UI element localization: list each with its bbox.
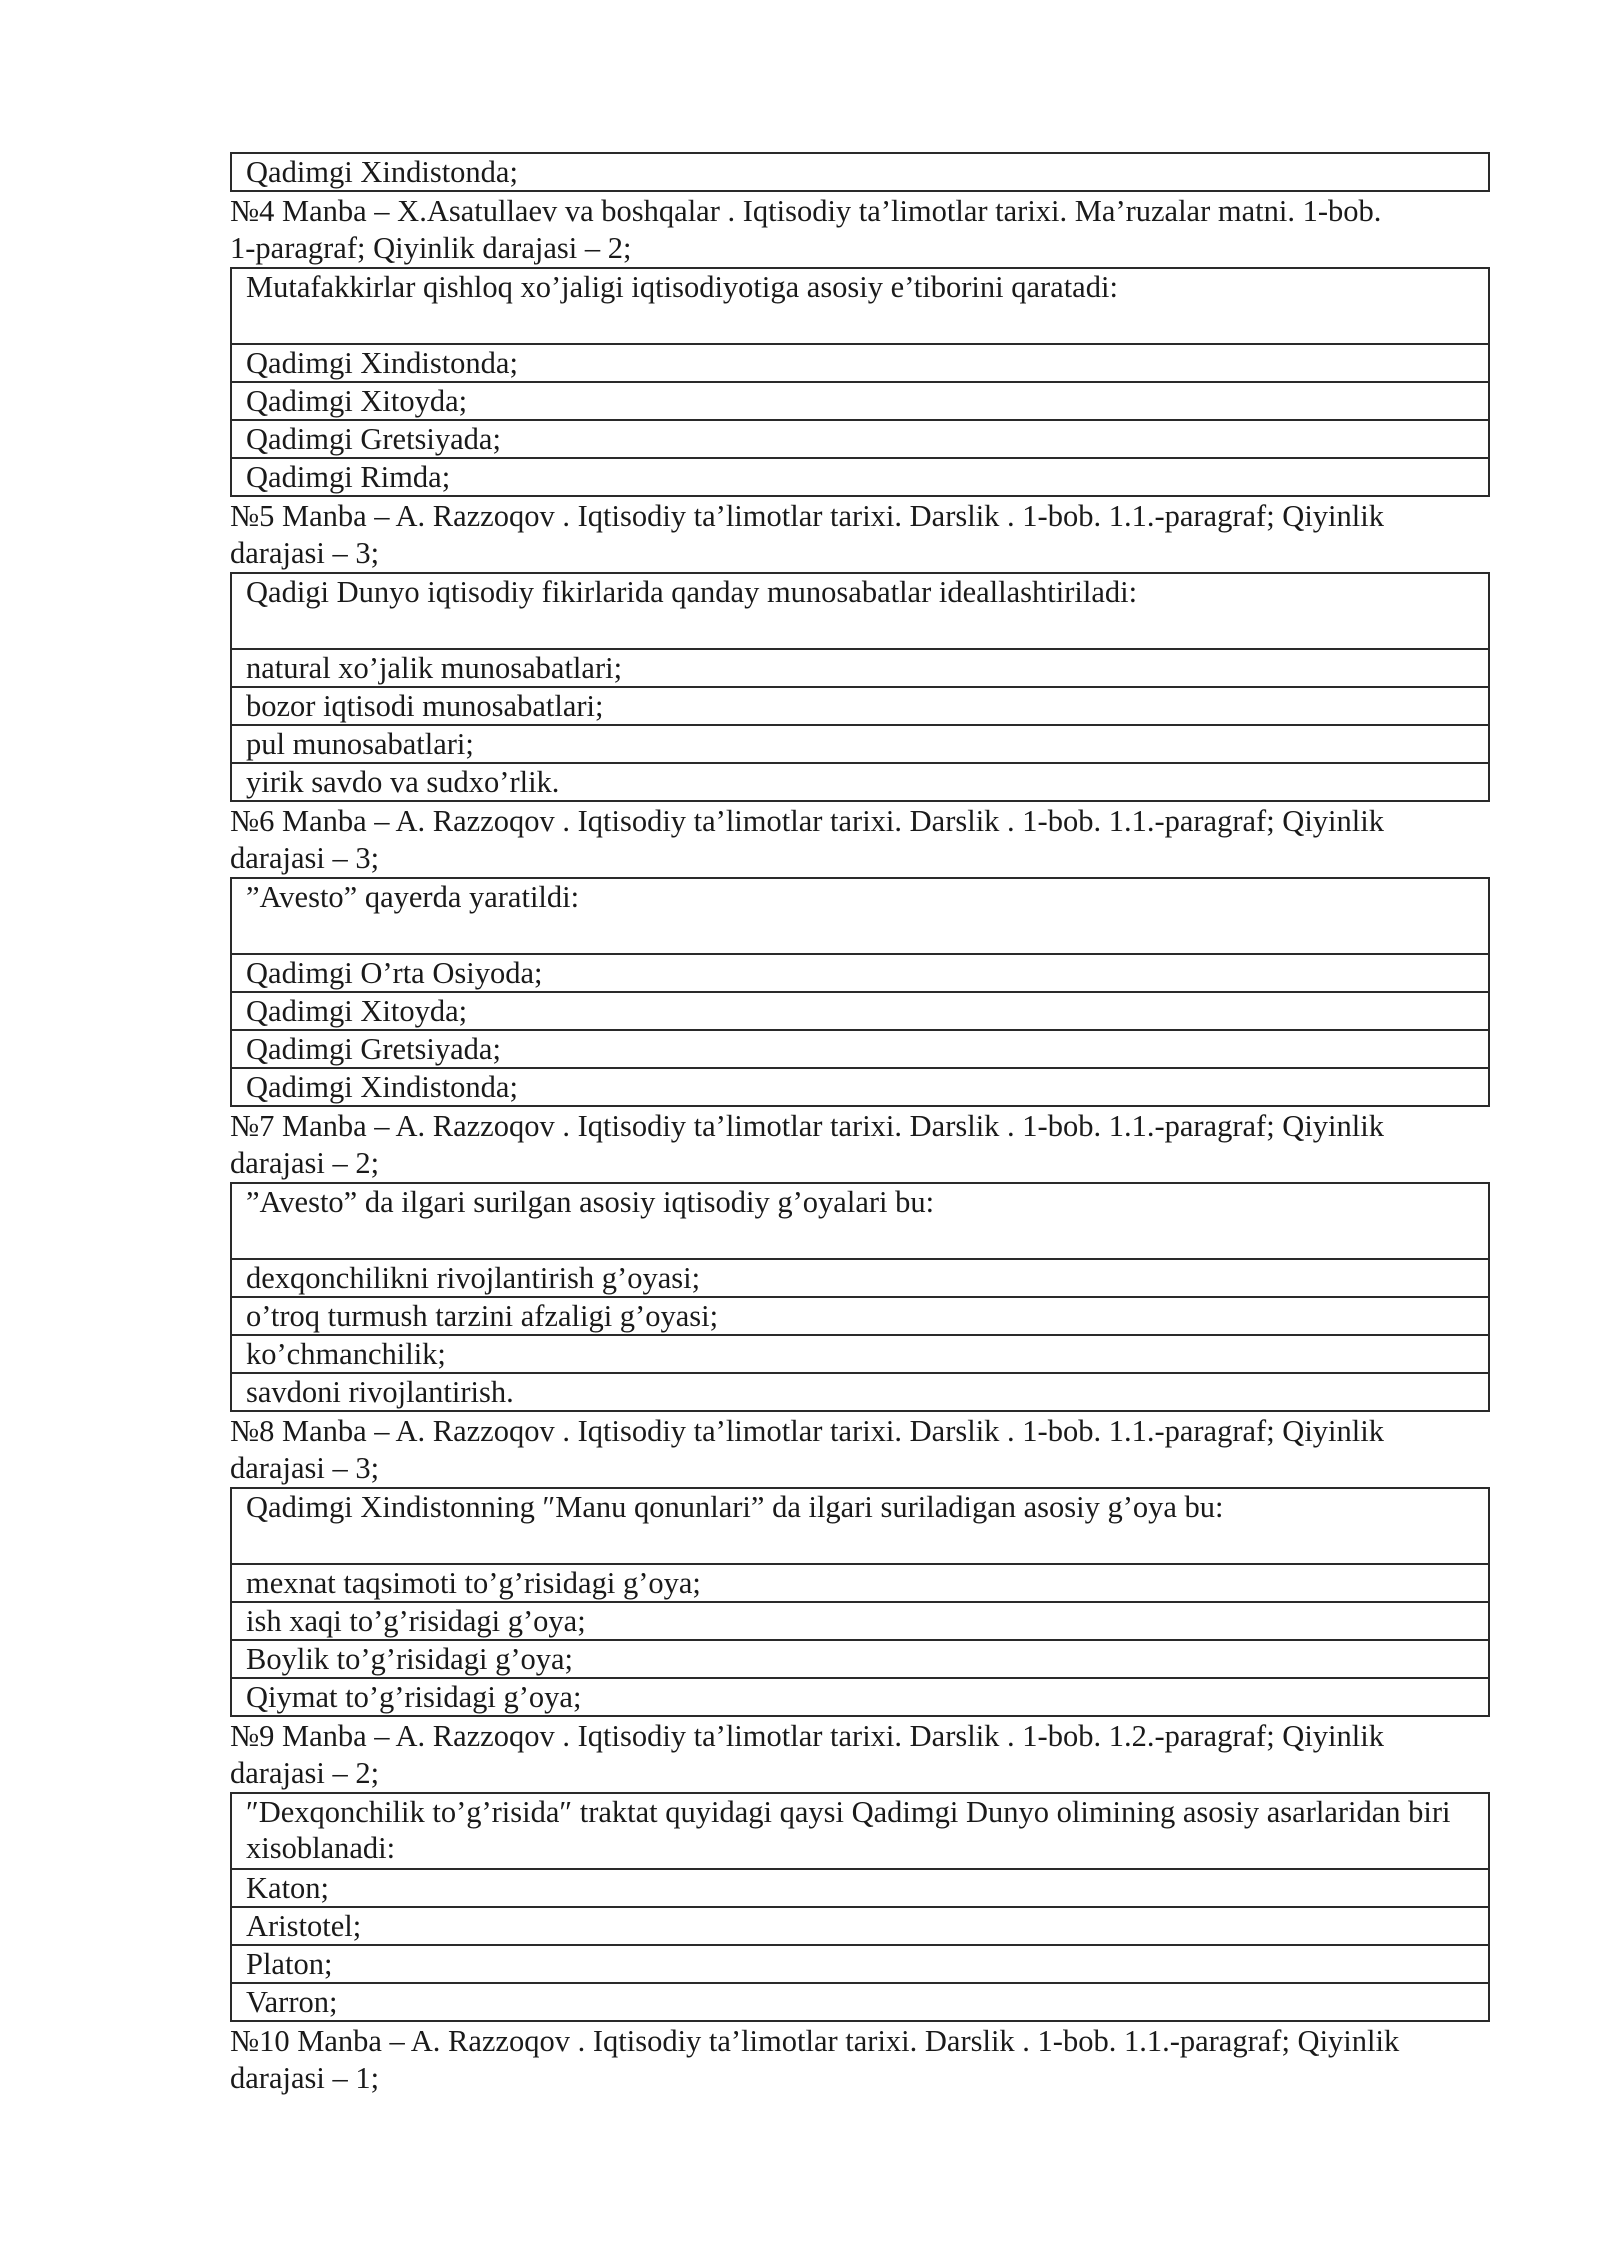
answer-option: mexnat taqsimoti to’g’risidagi g’oya; (232, 1563, 1488, 1601)
document-page (230, 152, 1490, 2097)
source-line: №10 Manba – A. Razzoqov . Iqtisodiy ta’limotlar tarixi. Darslik . 1-bob. 1.1.-paragraf; Qiyinlik (230, 2024, 1400, 2058)
answer-option: Qadimgi Xindistonda; (232, 343, 1488, 381)
source-line: darajasi – 2; (230, 1756, 380, 1790)
source-line: darajasi – 3; (230, 841, 380, 875)
source-line: №8 Manba – A. Razzoqov . Iqtisodiy ta’limotlar tarixi. Darslik . 1-bob. 1.1.-paragraf; Qiyinlik (230, 1414, 1384, 1448)
answer-option: dexqonchilikni rivojlantirish g’oyasi; (232, 1258, 1488, 1296)
answer-option: Qadimgi Xindistonda; (232, 1067, 1488, 1105)
question-text: Qadigi Dunyo iqtisodiy fikirlarida qanday munosabatlar ideallashtiriladi: (246, 575, 1138, 609)
answer-option: o’troq turmush tarzini afzaligi g’oyasi; (232, 1296, 1488, 1334)
question-text: ″Dexqonchilik to’g’risida″ traktat quyidagi qaysi Qadimgi Dunyo olimining asosiy asarlaridan biri xisoblanadi: (246, 1795, 1451, 1865)
answer-option: Boylik to’g’risidagi g’oya; (232, 1639, 1488, 1677)
source-reference (230, 192, 1490, 267)
source-reference (230, 1412, 1490, 1487)
answer-option: Qadimgi Gretsiyada; (232, 419, 1488, 457)
source-line: darajasi – 2; (230, 1146, 380, 1180)
question-table (230, 1487, 1490, 1717)
answer-option: ish xaqi to’g’risidagi g’oya; (232, 1601, 1488, 1639)
answer-option: Platon; (232, 1944, 1488, 1982)
question-text: Mutafakkirlar qishloq xo’jaligi iqtisodiyotiga asosiy e’tiborini qaratadi: (246, 270, 1118, 304)
answer-option: Qadimgi Rimda; (232, 457, 1488, 495)
source-line: darajasi – 3; (230, 536, 380, 570)
source-reference (230, 1107, 1490, 1182)
answer-option: yirik savdo va sudxo’rlik. (232, 762, 1488, 800)
source-reference (230, 497, 1490, 572)
source-line: №4 Manba – X.Asatullaev va boshqalar . Iqtisodiy ta’limotlar tarixi. Ma’ruzalar matni. 1-bob. (230, 194, 1382, 228)
answer-option: Qadimgi O’rta Osiyoda; (232, 953, 1488, 991)
source-line: №6 Manba – A. Razzoqov . Iqtisodiy ta’limotlar tarixi. Darslik . 1-bob. 1.1.-paragraf; Qiyinlik (230, 804, 1384, 838)
source-reference (230, 1717, 1490, 1792)
answer-option: Aristotel; (232, 1906, 1488, 1944)
source-line: №5 Manba – A. Razzoqov . Iqtisodiy ta’limotlar tarixi. Darslik . 1-bob. 1.1.-paragraf; Qiyinlik (230, 499, 1384, 533)
answer-option: Qadimgi Xitoyda; (232, 991, 1488, 1029)
question-table (230, 1792, 1490, 2022)
answer-option: Qadimgi Xitoyda; (232, 381, 1488, 419)
question-table (230, 877, 1490, 1107)
source-reference (230, 2022, 1490, 2097)
question-text: ”Avesto” da ilgari surilgan asosiy iqtisodiy g’oyalari bu: (246, 1185, 935, 1219)
source-reference (230, 802, 1490, 877)
answer-option: savdoni rivojlantirish. (232, 1372, 1488, 1410)
source-line: №7 Manba – A. Razzoqov . Iqtisodiy ta’limotlar tarixi. Darslik . 1-bob. 1.1.-paragraf; Qiyinlik (230, 1109, 1384, 1143)
question-table (230, 267, 1490, 497)
answer-box (230, 152, 1490, 192)
source-line: darajasi – 3; (230, 1451, 380, 1485)
answer-option: natural xo’jalik munosabatlari; (232, 648, 1488, 686)
question-text: ”Avesto” qayerda yaratildi: (246, 880, 580, 914)
answer-option: Qadimgi Xindistonda; (246, 155, 518, 189)
answer-option: Qadimgi Gretsiyada; (232, 1029, 1488, 1067)
answer-option: Qiymat to’g’risidagi g’oya; (232, 1677, 1488, 1715)
source-line: darajasi – 1; (230, 2061, 380, 2095)
question-table (230, 572, 1490, 802)
answer-option: Katon; (232, 1868, 1488, 1906)
question-table (230, 1182, 1490, 1412)
source-line: 1-paragraf; Qiyinlik darajasi – 2; (230, 231, 632, 265)
answer-option: bozor iqtisodi munosabatlari; (232, 686, 1488, 724)
source-line: №9 Manba – A. Razzoqov . Iqtisodiy ta’limotlar tarixi. Darslik . 1-bob. 1.2.-paragraf; Qiyinlik (230, 1719, 1384, 1753)
answer-option: Varron; (232, 1982, 1488, 2020)
question-text: Qadimgi Xindistonning ″Manu qonunlari” da ilgari suriladigan asosiy g’oya bu: (246, 1490, 1224, 1524)
answer-option: pul munosabatlari; (232, 724, 1488, 762)
answer-option: ko’chmanchilik; (232, 1334, 1488, 1372)
